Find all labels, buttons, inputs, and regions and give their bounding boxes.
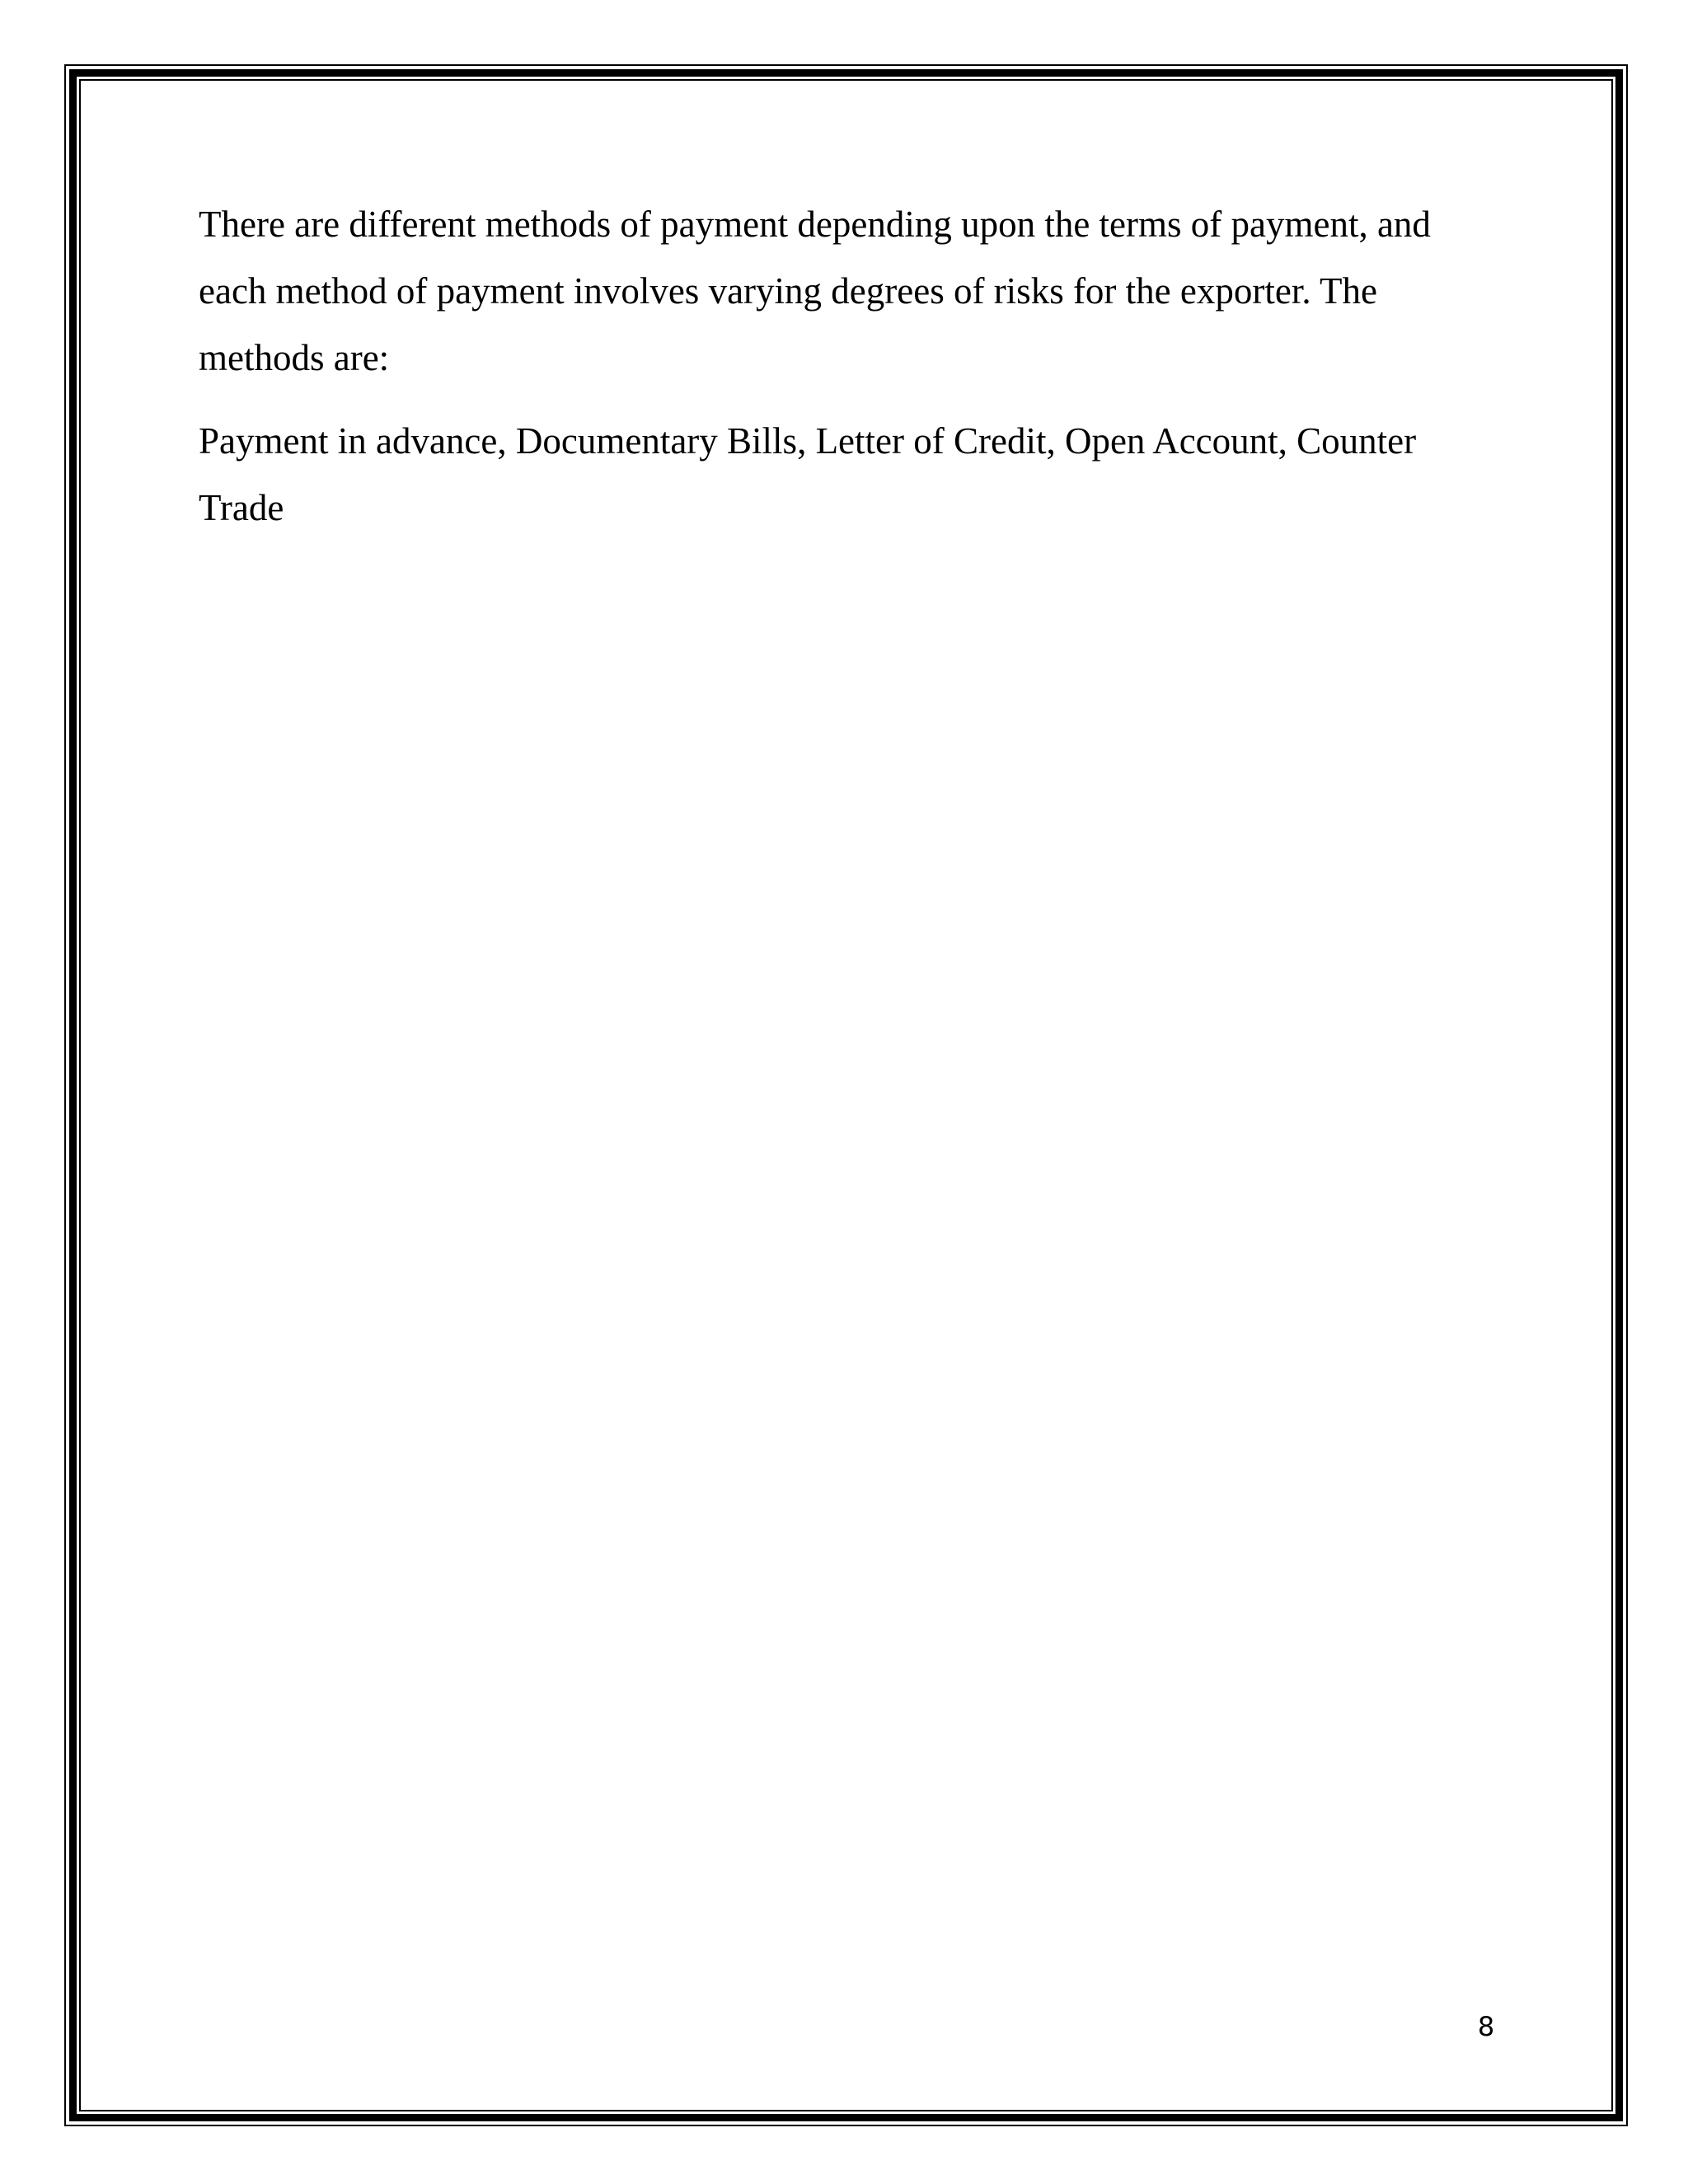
page-content	[199, 191, 1501, 541]
paragraph-methods-list: Payment in advance, Documentary Bills, Letter of Credit, Open Account, Counter Trade	[199, 420, 1417, 528]
page-number: 8	[1477, 2011, 1495, 2042]
paragraph-methods-intro: There are different methods of payment depending upon the terms of payment, and each method of payment involves varying degrees of risks for the exporter. The methods are:	[199, 204, 1431, 378]
